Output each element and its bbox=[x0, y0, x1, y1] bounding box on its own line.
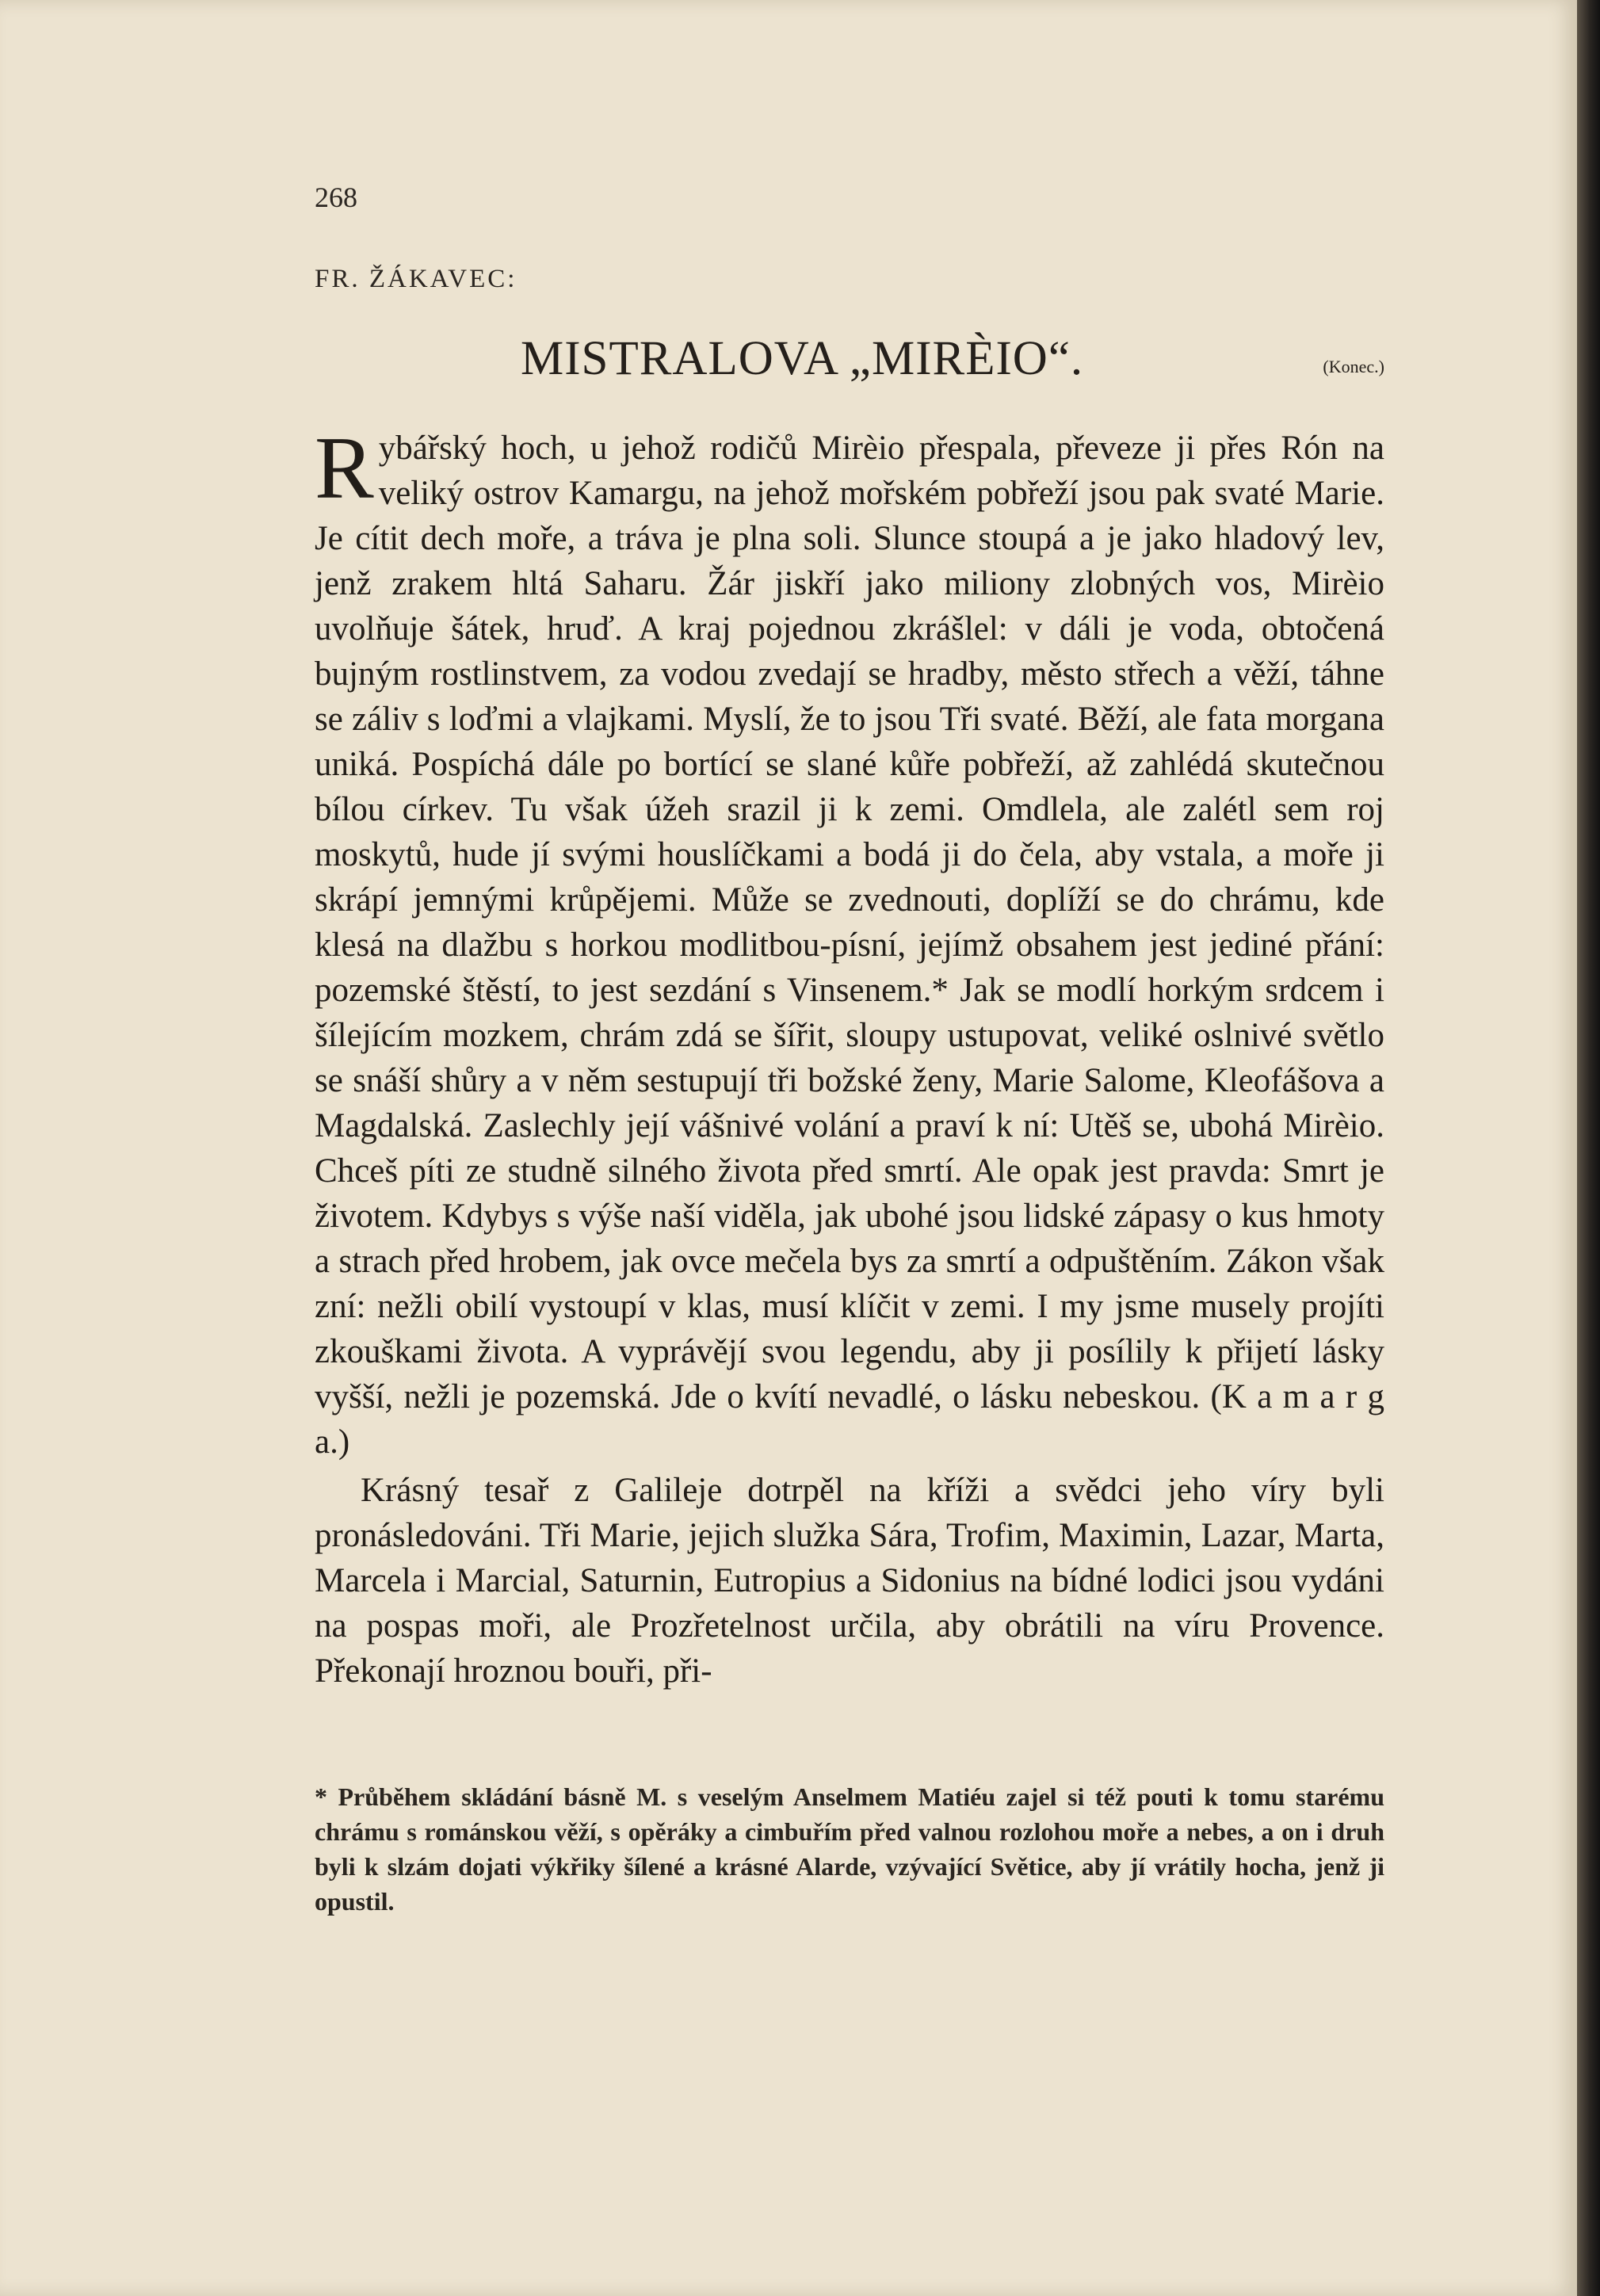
paragraph-2: Krásný tesař z Galileje dotrpěl na kříži a svědci jeho víry byli pronásledováni. Tři Marie, jejich služka Sára, Trofim, Maximin, Lazar, Marta, Marcela i Marcial, Saturnin, Eutropius a Sidonius na bídné lodici jsou vydáni na pospas moři, ale Prozřetelnost určila, aby obrátili na víru Provence. Překonají hroznou bouři, při- bbox=[315, 1472, 1384, 1690]
footnote: * Průběhem skládání básně M. s veselým Anselmem Matiéu zajel si též pouti k tomu starému chrámu s románskou věží, s opěráky a cimbuřím před valnou rozlohou moře a nebes, a on i druh byli k slzám dojati výkřiky šílené a krásné Alarde, vzývající Světice, aby jí vrátily hocha, jenž ji opustil. bbox=[315, 1782, 1384, 1916]
paragraph-1 bbox=[315, 419, 1384, 1465]
author-heading: FR. ŽÁKAVEC: bbox=[315, 265, 517, 293]
drop-cap: R bbox=[315, 419, 374, 518]
page-number: 268 bbox=[315, 181, 357, 213]
article-title: MISTRALOVA „MIRÈIO“. bbox=[521, 332, 1084, 385]
book-page-edge bbox=[1577, 0, 1600, 2296]
continuation-note: (Konec.) bbox=[1323, 357, 1384, 376]
article-body bbox=[315, 419, 1384, 1694]
paragraph-1-text: ybářský hoch, u jehož rodičů Mirèio přespala, převeze ji přes Rón na veliký ostrov Kamargu, na jehož mořském pobřeží jsou pak svaté Marie. Je cítit dech moře, a tráva je plna soli. Slunce stoupá a je jako hladový lev, jenž zrakem hltá Saharu. Žár jiskří jako miliony zlobných vos, Mirèio uvolňuje šátek, hruď. A kraj pojednou zkrášlel: v dáli je voda, obtočená bujným rostlinstvem, za vodou zvedají se hradby, město střech a věží, táhne se záliv s loďmi a vlajkami. Myslí, že to jsou Tři svaté. Běží, ale fata morgana uniká. Pospíchá dále po bortící se slané kůře pobřeží, až zahlédá skutečnou bílou církev. Tu však úžeh srazil ji k zemi. Omdlela, ale zalétl sem roj moskytů, hude jí svými houslíčkami a bodá ji do čela, aby vstala, a moře ji skrápí jemnými krůpějemi. Může se zvednouti, doplíží se do chrámu, kde klesá na dlažbu s horkou modlitbou-písní, jejímž obsahem jest jediné přání: pozemské štěstí, to jest sezdání s Vinsenem.* Jak se modlí horkým srdcem i šílejícím mozkem, chrám zdá se šířit, sloupy ustupovat, veliké oslnivé světlo se snáší shůry a v něm sestupují tři božské ženy, Marie Salome, Kleofášova a Magdalská. Zaslechly její vášnivé volání a praví k ní: Utěš se, ubohá Mirèio. Chceš píti ze studně silného života před smrtí. Ale opak jest pravda: Smrt je životem. Kdybys s výše naší viděla, jak ubohé jsou lidské zápasy o kus hmoty a strach před hrobem, jak ovce mečela bys za smrtí a odpuštěním. Zákon však zní: nežli obilí vystoupí v klas, musí klíčit v zemi. I my jsme musely projíti zkouškami života. A vyprávějí svou legendu, aby ji posílily k přijetí lásky vyšší, nežli je pozemská. Jde o kvítí nevadlé, o lásku nebeskou. (K a m a r g a.) bbox=[315, 430, 1384, 1461]
title-row bbox=[315, 331, 1384, 387]
